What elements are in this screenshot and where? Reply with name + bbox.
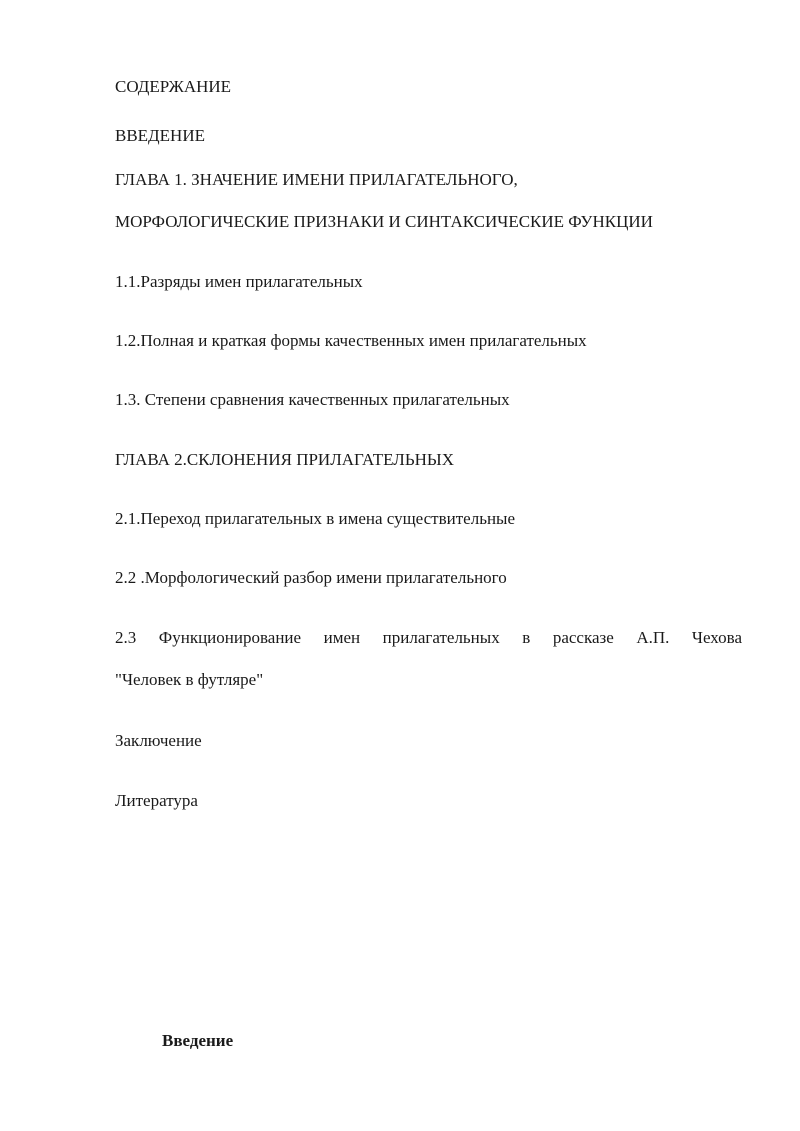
toc-item-conclusion: Заключение	[115, 731, 202, 750]
toc-item-section-1-1: 1.1.Разряды имен прилагательных	[115, 272, 363, 291]
toc-item-literature: Литература	[115, 791, 198, 810]
toc-item-section-2-3-line2: "Человек в футляре"	[115, 670, 264, 689]
toc-item-section-1-3: 1.3. Степени сравнения качественных прилагательных	[115, 390, 510, 409]
toc-item-section-2-2: 2.2 .Морфологический разбор имени прилагательного	[115, 568, 507, 587]
toc-item-section-1-2: 1.2.Полная и краткая формы качественных имен прилагательных	[115, 331, 587, 350]
toc-title: СОДЕРЖАНИЕ	[115, 77, 232, 96]
toc-item-section-2-1: 2.1.Переход прилагательных в имена существительные	[115, 509, 516, 528]
introduction-heading: Введение	[162, 1031, 234, 1050]
toc-item-chapter1-line1: ГЛАВА 1. ЗНАЧЕНИЕ ИМЕНИ ПРИЛАГАТЕЛЬНОГО,	[115, 170, 518, 189]
toc-item-chapter1-line2: МОРФОЛОГИЧЕСКИЕ ПРИЗНАКИ И СИНТАКСИЧЕСКИЕ ФУНКЦИИ	[115, 212, 653, 231]
toc-item-chapter2: ГЛАВА 2.СКЛОНЕНИЯ ПРИЛАГАТЕЛЬНЫХ	[115, 450, 454, 469]
toc-item-introduction: ВВЕДЕНИЕ	[115, 126, 205, 145]
toc-item-section-2-3-line1: 2.3 Функционирование имен прилагательных в рассказе А.П. Чехова	[115, 628, 742, 647]
